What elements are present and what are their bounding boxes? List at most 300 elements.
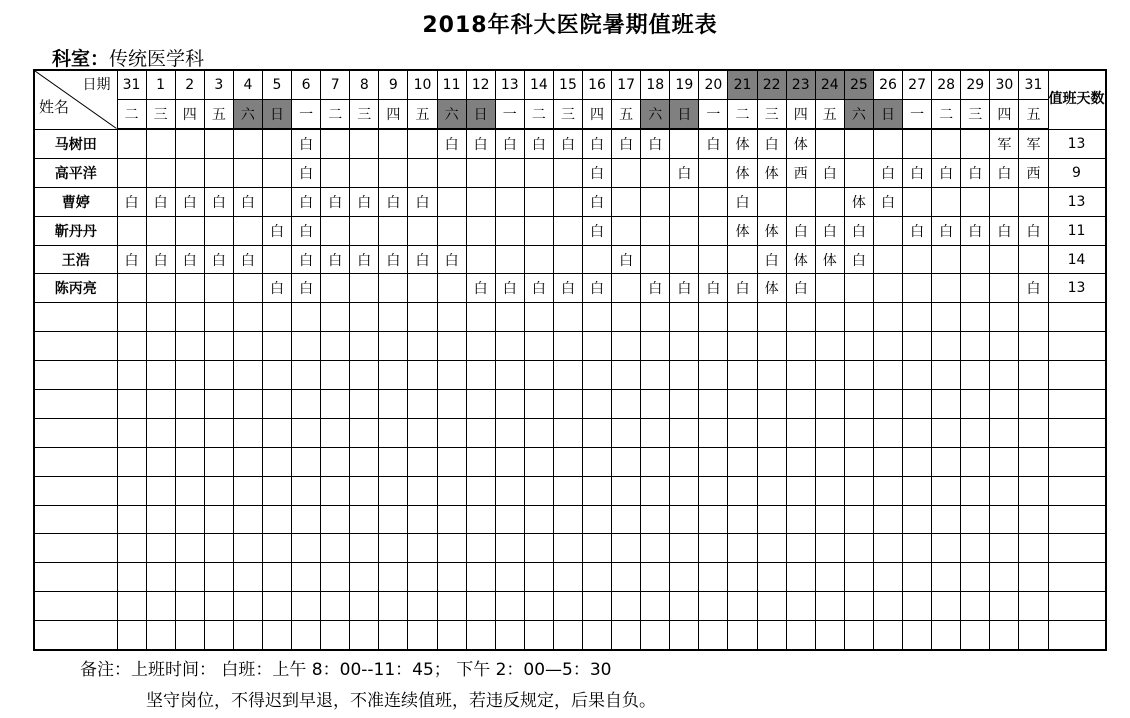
shift-cell[interactable]: [699, 245, 728, 274]
shift-cell[interactable]: [553, 390, 582, 419]
shift-cell[interactable]: 白: [699, 129, 728, 158]
shift-cell[interactable]: [437, 476, 466, 505]
shift-cell[interactable]: [757, 534, 786, 563]
shift-cell[interactable]: [1019, 563, 1048, 592]
shift-cell[interactable]: [932, 390, 961, 419]
shift-cell[interactable]: [437, 274, 466, 303]
staff-name-cell[interactable]: [34, 332, 117, 361]
shift-cell[interactable]: [990, 361, 1019, 390]
shift-cell[interactable]: [612, 418, 641, 447]
shift-cell[interactable]: [321, 158, 350, 187]
shift-cell[interactable]: 军: [1019, 129, 1048, 158]
shift-cell[interactable]: [670, 216, 699, 245]
shift-cell[interactable]: [728, 332, 757, 361]
shift-cell[interactable]: [495, 476, 524, 505]
shift-cell[interactable]: [990, 447, 1019, 476]
shift-cell[interactable]: 体: [815, 245, 844, 274]
shift-cell[interactable]: [612, 361, 641, 390]
shift-cell[interactable]: [786, 361, 815, 390]
shift-cell[interactable]: [437, 187, 466, 216]
shift-cell[interactable]: [117, 476, 146, 505]
shift-cell[interactable]: [728, 592, 757, 621]
shift-cell[interactable]: [815, 563, 844, 592]
shift-cell[interactable]: [262, 303, 291, 332]
shift-cell[interactable]: [495, 534, 524, 563]
shift-cell[interactable]: [321, 505, 350, 534]
shift-cell[interactable]: [961, 187, 990, 216]
shift-cell[interactable]: [757, 303, 786, 332]
shift-cell[interactable]: 白: [932, 216, 961, 245]
shift-cell[interactable]: 体: [786, 245, 815, 274]
shift-cell[interactable]: [873, 563, 902, 592]
shift-cell[interactable]: [262, 592, 291, 621]
shift-cell[interactable]: [146, 361, 175, 390]
total-days-cell[interactable]: [1048, 592, 1106, 621]
shift-cell[interactable]: [728, 245, 757, 274]
shift-cell[interactable]: [204, 418, 233, 447]
shift-cell[interactable]: [524, 245, 553, 274]
shift-cell[interactable]: [757, 621, 786, 650]
shift-cell[interactable]: [495, 187, 524, 216]
shift-cell[interactable]: [844, 274, 873, 303]
shift-cell[interactable]: [641, 245, 670, 274]
shift-cell[interactable]: [757, 563, 786, 592]
shift-cell[interactable]: [233, 621, 262, 650]
shift-cell[interactable]: [990, 187, 1019, 216]
shift-cell[interactable]: [204, 129, 233, 158]
shift-cell[interactable]: [844, 390, 873, 419]
shift-cell[interactable]: [437, 390, 466, 419]
shift-cell[interactable]: [495, 158, 524, 187]
shift-cell[interactable]: [844, 361, 873, 390]
shift-cell[interactable]: [524, 592, 553, 621]
shift-cell[interactable]: 白: [292, 129, 321, 158]
shift-cell[interactable]: [815, 418, 844, 447]
staff-name-cell[interactable]: [34, 447, 117, 476]
total-days-cell[interactable]: [1048, 361, 1106, 390]
shift-cell[interactable]: [961, 534, 990, 563]
shift-cell[interactable]: [350, 303, 379, 332]
shift-cell[interactable]: [961, 592, 990, 621]
shift-cell[interactable]: 白: [932, 158, 961, 187]
total-days-cell[interactable]: [1048, 534, 1106, 563]
shift-cell[interactable]: [117, 332, 146, 361]
shift-cell[interactable]: 白: [670, 274, 699, 303]
shift-cell[interactable]: 白: [583, 129, 612, 158]
shift-cell[interactable]: [844, 418, 873, 447]
shift-cell[interactable]: [844, 447, 873, 476]
shift-cell[interactable]: 白: [466, 129, 495, 158]
shift-cell[interactable]: [873, 418, 902, 447]
shift-cell[interactable]: [350, 216, 379, 245]
shift-cell[interactable]: [757, 505, 786, 534]
shift-cell[interactable]: [612, 534, 641, 563]
shift-cell[interactable]: [670, 563, 699, 592]
shift-cell[interactable]: [437, 621, 466, 650]
staff-name-cell[interactable]: [34, 621, 117, 650]
shift-cell[interactable]: [321, 361, 350, 390]
shift-cell[interactable]: [612, 621, 641, 650]
shift-cell[interactable]: [553, 158, 582, 187]
shift-cell[interactable]: [1019, 332, 1048, 361]
shift-cell[interactable]: [437, 447, 466, 476]
shift-cell[interactable]: [204, 505, 233, 534]
shift-cell[interactable]: [757, 361, 786, 390]
shift-cell[interactable]: [379, 505, 408, 534]
shift-cell[interactable]: [524, 505, 553, 534]
shift-cell[interactable]: [583, 361, 612, 390]
shift-cell[interactable]: [670, 332, 699, 361]
shift-cell[interactable]: [175, 592, 204, 621]
shift-cell[interactable]: 白: [350, 187, 379, 216]
shift-cell[interactable]: [844, 592, 873, 621]
shift-cell[interactable]: [961, 447, 990, 476]
shift-cell[interactable]: [350, 274, 379, 303]
shift-cell[interactable]: [146, 592, 175, 621]
shift-cell[interactable]: [379, 390, 408, 419]
shift-cell[interactable]: [524, 563, 553, 592]
shift-cell[interactable]: 白: [379, 245, 408, 274]
shift-cell[interactable]: [641, 505, 670, 534]
shift-cell[interactable]: [670, 592, 699, 621]
shift-cell[interactable]: [117, 390, 146, 419]
shift-cell[interactable]: 体: [757, 216, 786, 245]
shift-cell[interactable]: [1019, 476, 1048, 505]
shift-cell[interactable]: [699, 216, 728, 245]
shift-cell[interactable]: [670, 418, 699, 447]
shift-cell[interactable]: [699, 476, 728, 505]
shift-cell[interactable]: [321, 563, 350, 592]
total-days-cell[interactable]: 14: [1048, 245, 1106, 274]
shift-cell[interactable]: 白: [204, 245, 233, 274]
shift-cell[interactable]: [670, 621, 699, 650]
shift-cell[interactable]: [379, 332, 408, 361]
shift-cell[interactable]: [292, 303, 321, 332]
shift-cell[interactable]: [379, 447, 408, 476]
shift-cell[interactable]: 白: [670, 158, 699, 187]
shift-cell[interactable]: 白: [292, 187, 321, 216]
shift-cell[interactable]: [292, 447, 321, 476]
shift-cell[interactable]: [670, 447, 699, 476]
shift-cell[interactable]: [495, 332, 524, 361]
shift-cell[interactable]: [495, 361, 524, 390]
shift-cell[interactable]: [699, 505, 728, 534]
shift-cell[interactable]: [844, 476, 873, 505]
total-days-cell[interactable]: 11: [1048, 216, 1106, 245]
shift-cell[interactable]: [379, 534, 408, 563]
shift-cell[interactable]: 白: [903, 216, 932, 245]
shift-cell[interactable]: [553, 621, 582, 650]
shift-cell[interactable]: [699, 592, 728, 621]
shift-cell[interactable]: [612, 274, 641, 303]
staff-name-cell[interactable]: [34, 390, 117, 419]
shift-cell[interactable]: [553, 534, 582, 563]
shift-cell[interactable]: [699, 563, 728, 592]
shift-cell[interactable]: [670, 534, 699, 563]
shift-cell[interactable]: 白: [175, 245, 204, 274]
shift-cell[interactable]: 白: [844, 245, 873, 274]
shift-cell[interactable]: [204, 534, 233, 563]
shift-cell[interactable]: [379, 563, 408, 592]
shift-cell[interactable]: 白: [873, 158, 902, 187]
shift-cell[interactable]: [961, 332, 990, 361]
shift-cell[interactable]: [466, 303, 495, 332]
shift-cell[interactable]: [262, 563, 291, 592]
shift-cell[interactable]: [233, 158, 262, 187]
shift-cell[interactable]: [466, 245, 495, 274]
shift-cell[interactable]: [321, 390, 350, 419]
shift-cell[interactable]: [524, 158, 553, 187]
shift-cell[interactable]: [262, 534, 291, 563]
shift-cell[interactable]: [612, 158, 641, 187]
shift-cell[interactable]: [815, 476, 844, 505]
shift-cell[interactable]: [699, 158, 728, 187]
shift-cell[interactable]: [932, 303, 961, 332]
shift-cell[interactable]: 白: [844, 216, 873, 245]
shift-cell[interactable]: [641, 332, 670, 361]
shift-cell[interactable]: [815, 129, 844, 158]
shift-cell[interactable]: [262, 129, 291, 158]
shift-cell[interactable]: [873, 245, 902, 274]
shift-cell[interactable]: [204, 476, 233, 505]
shift-cell[interactable]: [786, 621, 815, 650]
total-days-cell[interactable]: [1048, 332, 1106, 361]
shift-cell[interactable]: [117, 274, 146, 303]
shift-cell[interactable]: [262, 332, 291, 361]
shift-cell[interactable]: 白: [815, 158, 844, 187]
total-days-cell[interactable]: [1048, 621, 1106, 650]
shift-cell[interactable]: [699, 361, 728, 390]
shift-cell[interactable]: [873, 505, 902, 534]
shift-cell[interactable]: [233, 332, 262, 361]
shift-cell[interactable]: [612, 563, 641, 592]
shift-cell[interactable]: [641, 418, 670, 447]
shift-cell[interactable]: 白: [117, 245, 146, 274]
shift-cell[interactable]: 白: [757, 245, 786, 274]
total-days-cell[interactable]: [1048, 418, 1106, 447]
staff-name-cell[interactable]: [34, 361, 117, 390]
shift-cell[interactable]: [1019, 390, 1048, 419]
shift-cell[interactable]: 西: [786, 158, 815, 187]
shift-cell[interactable]: [146, 534, 175, 563]
shift-cell[interactable]: [350, 476, 379, 505]
staff-name-cell[interactable]: 陈丙亮: [34, 274, 117, 303]
shift-cell[interactable]: [146, 563, 175, 592]
shift-cell[interactable]: [757, 390, 786, 419]
shift-cell[interactable]: [466, 505, 495, 534]
shift-cell[interactable]: [437, 418, 466, 447]
shift-cell[interactable]: [903, 332, 932, 361]
shift-cell[interactable]: [990, 418, 1019, 447]
staff-name-cell[interactable]: 王浩: [34, 245, 117, 274]
shift-cell[interactable]: [117, 216, 146, 245]
shift-cell[interactable]: [786, 332, 815, 361]
shift-cell[interactable]: 白: [641, 129, 670, 158]
shift-cell[interactable]: [583, 476, 612, 505]
shift-cell[interactable]: [873, 592, 902, 621]
shift-cell[interactable]: 白: [292, 158, 321, 187]
shift-cell[interactable]: [932, 129, 961, 158]
shift-cell[interactable]: 体: [728, 216, 757, 245]
shift-cell[interactable]: [1019, 592, 1048, 621]
shift-cell[interactable]: [728, 447, 757, 476]
shift-cell[interactable]: [321, 303, 350, 332]
shift-cell[interactable]: [524, 361, 553, 390]
shift-cell[interactable]: [233, 592, 262, 621]
shift-cell[interactable]: 白: [583, 274, 612, 303]
shift-cell[interactable]: [932, 476, 961, 505]
shift-cell[interactable]: [903, 187, 932, 216]
shift-cell[interactable]: [350, 505, 379, 534]
shift-cell[interactable]: [903, 621, 932, 650]
shift-cell[interactable]: 体: [728, 129, 757, 158]
shift-cell[interactable]: 白: [583, 187, 612, 216]
shift-cell[interactable]: [495, 621, 524, 650]
shift-cell[interactable]: [786, 447, 815, 476]
shift-cell[interactable]: [990, 476, 1019, 505]
shift-cell[interactable]: [379, 274, 408, 303]
shift-cell[interactable]: 白: [786, 216, 815, 245]
shift-cell[interactable]: [146, 158, 175, 187]
shift-cell[interactable]: [786, 418, 815, 447]
shift-cell[interactable]: [350, 534, 379, 563]
shift-cell[interactable]: [117, 621, 146, 650]
shift-cell[interactable]: [466, 534, 495, 563]
shift-cell[interactable]: [903, 534, 932, 563]
shift-cell[interactable]: [466, 476, 495, 505]
shift-cell[interactable]: [408, 332, 437, 361]
shift-cell[interactable]: [408, 476, 437, 505]
shift-cell[interactable]: [292, 418, 321, 447]
shift-cell[interactable]: 白: [524, 274, 553, 303]
shift-cell[interactable]: 白: [903, 158, 932, 187]
shift-cell[interactable]: [670, 303, 699, 332]
shift-cell[interactable]: [757, 187, 786, 216]
shift-cell[interactable]: 军: [990, 129, 1019, 158]
shift-cell[interactable]: [437, 592, 466, 621]
shift-cell[interactable]: [233, 303, 262, 332]
shift-cell[interactable]: [786, 563, 815, 592]
shift-cell[interactable]: [932, 418, 961, 447]
shift-cell[interactable]: 白: [321, 187, 350, 216]
shift-cell[interactable]: [146, 129, 175, 158]
shift-cell[interactable]: [553, 303, 582, 332]
shift-cell[interactable]: [379, 621, 408, 650]
shift-cell[interactable]: [583, 245, 612, 274]
shift-cell[interactable]: [524, 476, 553, 505]
shift-cell[interactable]: [204, 621, 233, 650]
shift-cell[interactable]: [961, 418, 990, 447]
shift-cell[interactable]: [408, 505, 437, 534]
shift-cell[interactable]: 白: [815, 216, 844, 245]
shift-cell[interactable]: [757, 476, 786, 505]
shift-cell[interactable]: [408, 158, 437, 187]
shift-cell[interactable]: [466, 216, 495, 245]
shift-cell[interactable]: [612, 447, 641, 476]
shift-cell[interactable]: [466, 361, 495, 390]
shift-cell[interactable]: [495, 245, 524, 274]
shift-cell[interactable]: [117, 505, 146, 534]
shift-cell[interactable]: [641, 187, 670, 216]
shift-cell[interactable]: [350, 129, 379, 158]
staff-name-cell[interactable]: 马树田: [34, 129, 117, 158]
shift-cell[interactable]: [815, 332, 844, 361]
shift-cell[interactable]: [670, 476, 699, 505]
shift-cell[interactable]: [961, 390, 990, 419]
shift-cell[interactable]: [583, 447, 612, 476]
shift-cell[interactable]: [146, 447, 175, 476]
shift-cell[interactable]: [612, 592, 641, 621]
staff-name-cell[interactable]: [34, 418, 117, 447]
shift-cell[interactable]: [553, 361, 582, 390]
shift-cell[interactable]: 白: [699, 274, 728, 303]
shift-cell[interactable]: [757, 447, 786, 476]
shift-cell[interactable]: [932, 592, 961, 621]
shift-cell[interactable]: [612, 332, 641, 361]
shift-cell[interactable]: 白: [292, 274, 321, 303]
shift-cell[interactable]: [873, 534, 902, 563]
shift-cell[interactable]: 白: [495, 129, 524, 158]
shift-cell[interactable]: [146, 505, 175, 534]
shift-cell[interactable]: 白: [583, 158, 612, 187]
shift-cell[interactable]: [932, 245, 961, 274]
shift-cell[interactable]: [612, 476, 641, 505]
shift-cell[interactable]: [961, 361, 990, 390]
shift-cell[interactable]: [524, 332, 553, 361]
shift-cell[interactable]: [175, 534, 204, 563]
shift-cell[interactable]: [321, 418, 350, 447]
shift-cell[interactable]: [961, 505, 990, 534]
shift-cell[interactable]: [117, 563, 146, 592]
shift-cell[interactable]: [321, 216, 350, 245]
shift-cell[interactable]: 白: [437, 129, 466, 158]
shift-cell[interactable]: [553, 505, 582, 534]
shift-cell[interactable]: [350, 563, 379, 592]
shift-cell[interactable]: [437, 158, 466, 187]
shift-cell[interactable]: [408, 361, 437, 390]
shift-cell[interactable]: [204, 216, 233, 245]
shift-cell[interactable]: [262, 505, 291, 534]
shift-cell[interactable]: [641, 216, 670, 245]
shift-cell[interactable]: [1019, 534, 1048, 563]
shift-cell[interactable]: [233, 390, 262, 419]
shift-cell[interactable]: 白: [204, 187, 233, 216]
shift-cell[interactable]: [437, 563, 466, 592]
shift-cell[interactable]: [175, 418, 204, 447]
shift-cell[interactable]: [408, 303, 437, 332]
shift-cell[interactable]: [641, 592, 670, 621]
shift-cell[interactable]: [524, 303, 553, 332]
shift-cell[interactable]: [175, 216, 204, 245]
shift-cell[interactable]: [321, 621, 350, 650]
shift-cell[interactable]: [175, 563, 204, 592]
shift-cell[interactable]: [699, 418, 728, 447]
shift-cell[interactable]: [408, 274, 437, 303]
shift-cell[interactable]: [1019, 447, 1048, 476]
shift-cell[interactable]: [408, 447, 437, 476]
shift-cell[interactable]: 体: [786, 129, 815, 158]
shift-cell[interactable]: [495, 303, 524, 332]
shift-cell[interactable]: [117, 303, 146, 332]
shift-cell[interactable]: [903, 447, 932, 476]
shift-cell[interactable]: [670, 361, 699, 390]
shift-cell[interactable]: [583, 621, 612, 650]
shift-cell[interactable]: [292, 563, 321, 592]
shift-cell[interactable]: [175, 621, 204, 650]
shift-cell[interactable]: 白: [757, 129, 786, 158]
total-days-cell[interactable]: [1048, 476, 1106, 505]
shift-cell[interactable]: [408, 534, 437, 563]
